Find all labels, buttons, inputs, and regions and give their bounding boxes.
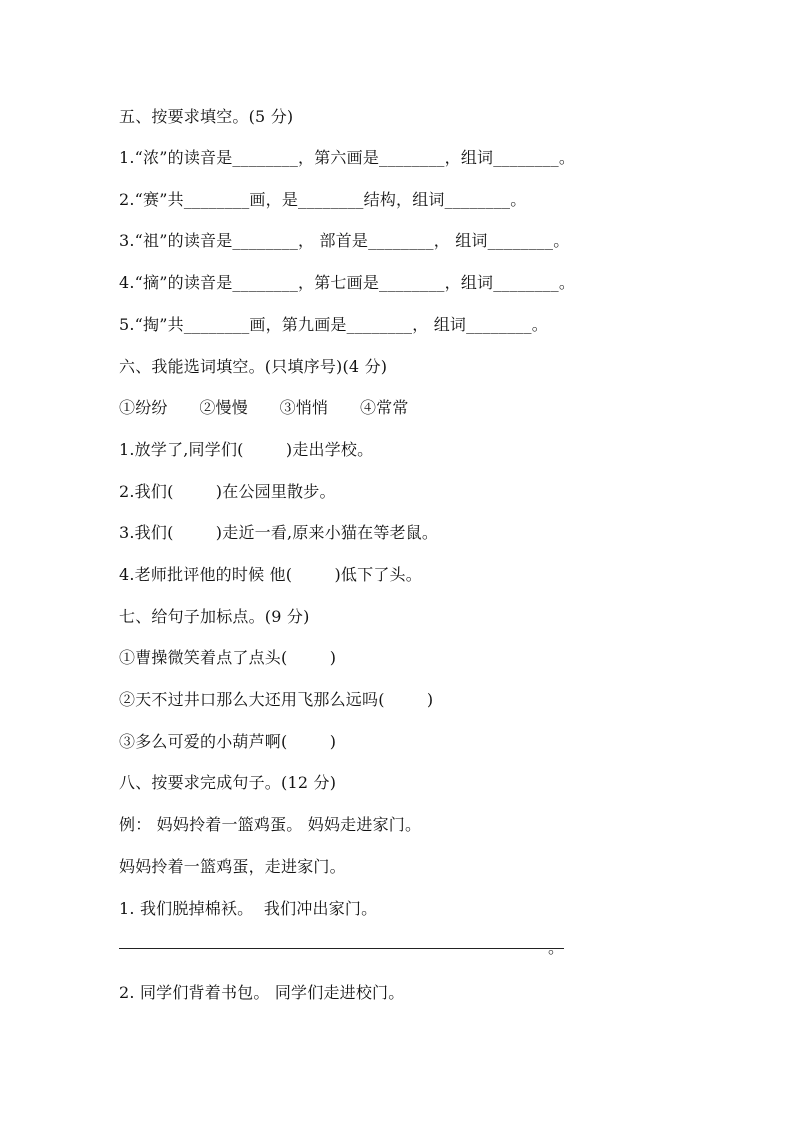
sentence-question-1: 1. 我们脱掉棉袄。 我们冲出家门。 [119,899,378,918]
word-options: ①纷纷 ②慢慢 ③悄悄 ④常常 [119,398,409,417]
fill-item-2: 2.“赛”共________画，是________结构，组词________。 [119,190,527,209]
example-answer: 妈妈拎着一篮鸡蛋，走进家门。 [119,857,346,876]
punctuation-item-1: ①曹操微笑着点了点头( ) [119,648,337,667]
section-six-heading: 六、我能选词填空。(只填序号)(4 分) [119,357,388,376]
choice-item-3: 3.我们( )走近一看,原来小猫在等老鼠。 [119,523,439,542]
fill-item-3: 3.“祖”的读音是________， 部首是________， 组词________。 [119,231,570,250]
section-seven-heading: 七、给句子加标点。(9 分) [119,607,310,626]
example-prompt: 例： 妈妈拎着一篮鸡蛋。 妈妈走进家门。 [119,815,422,834]
fill-item-5: 5.“掏”共________画，第九画是________， 组词________。 [119,315,548,334]
section-five-heading: 五、按要求填空。(5 分) [119,107,294,126]
answer-line-end-mark: 。 [548,938,565,957]
choice-item-4: 4.老师批评他的时候 他( )低下了头。 [119,565,422,584]
answer-line [119,948,564,949]
punctuation-item-3: ③多么可爱的小葫芦啊( ) [119,732,337,751]
section-eight-heading: 八、按要求完成句子。(12 分) [119,773,337,792]
sentence-question-2: 2. 同学们背着书包。 同学们走进校门。 [119,983,405,1002]
choice-item-1: 1.放学了,同学们( )走出学校。 [119,440,374,459]
fill-item-4: 4.“摘”的读音是________，第七画是________，组词________。 [119,273,576,292]
punctuation-item-2: ②天不过井口那么大还用飞那么远吗( ) [119,690,434,709]
fill-item-1: 1.“浓”的读音是________，第六画是________，组词________。 [119,148,576,167]
choice-item-2: 2.我们( )在公园里散步。 [119,482,336,501]
